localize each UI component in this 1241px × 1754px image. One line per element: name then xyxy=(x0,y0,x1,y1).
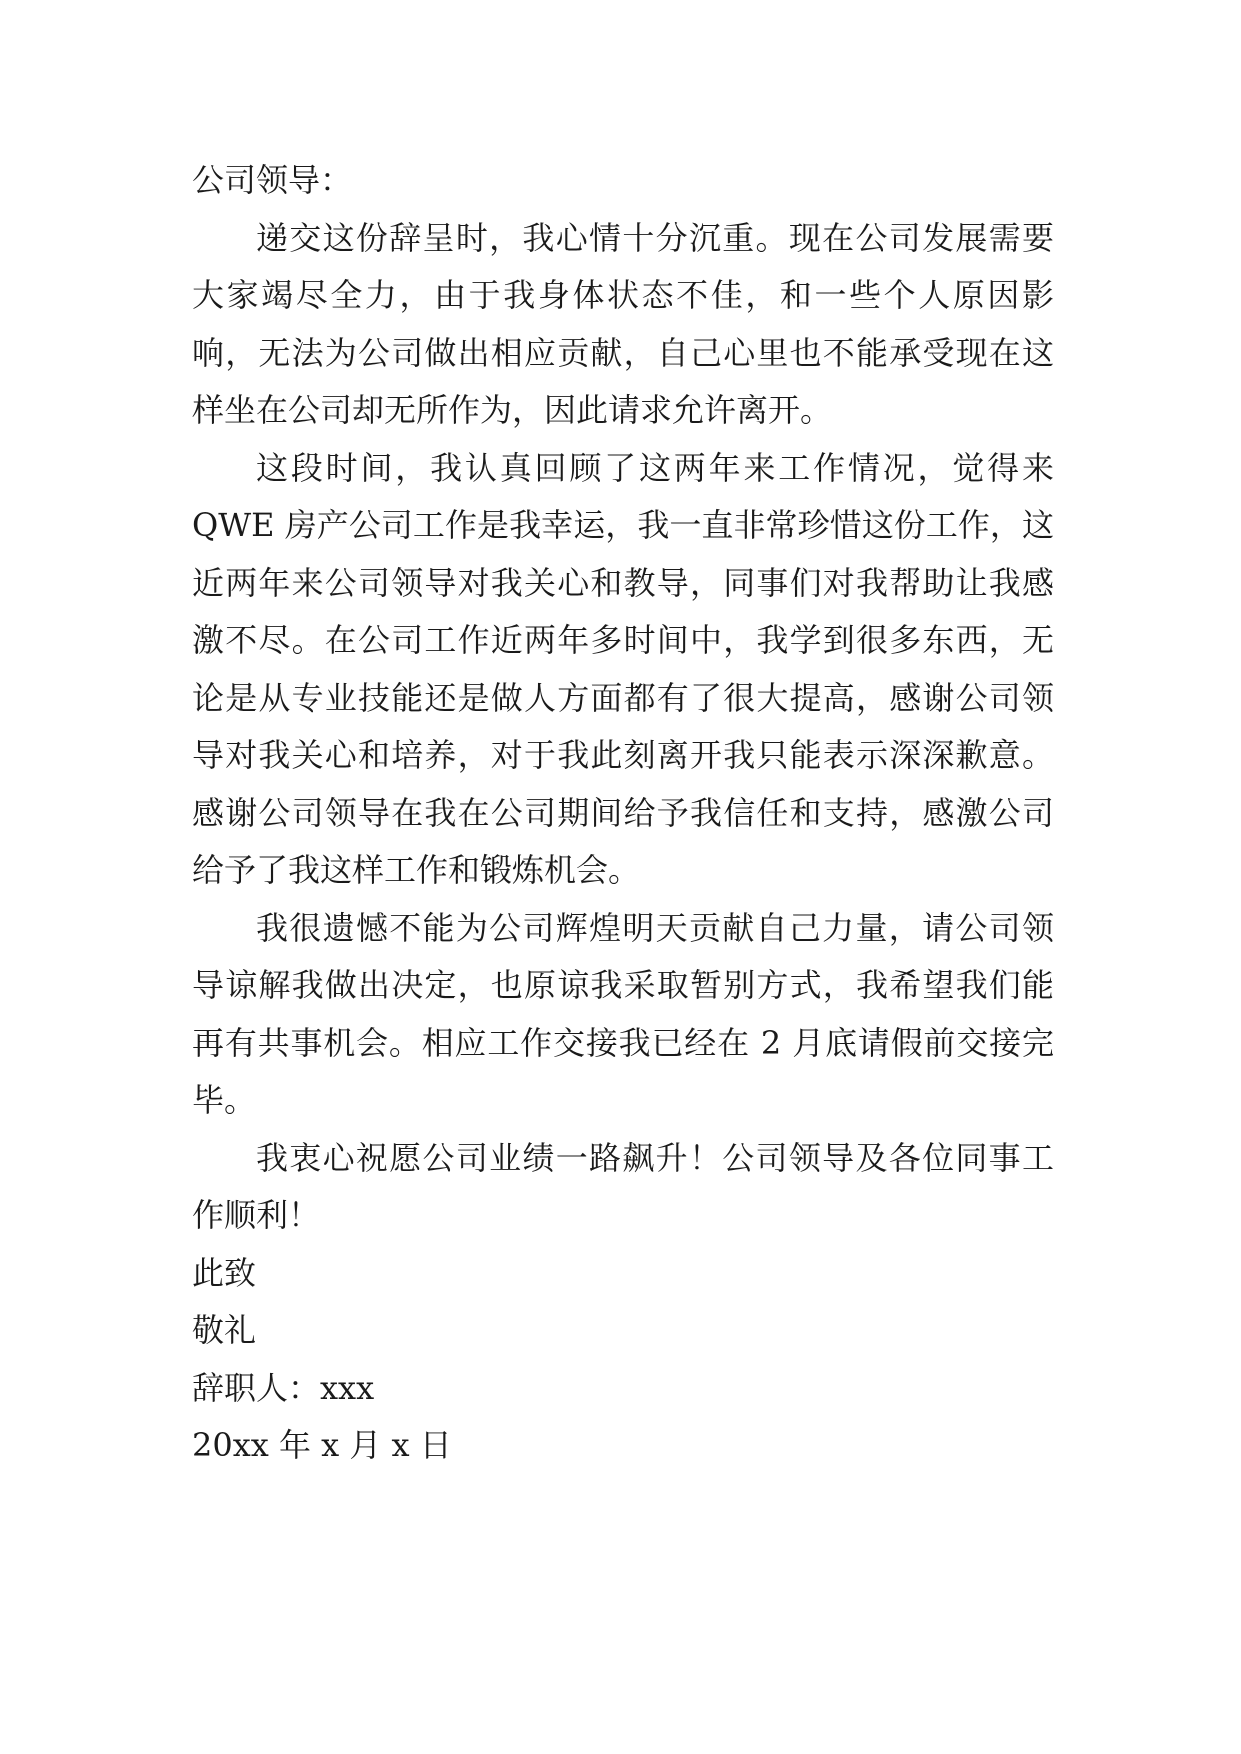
paragraph-2: 这段时间，我认真回顾了这两年来工作情况，觉得来 QWE 房产公司工作是我幸运，我一直非常珍惜这份工作，这近两年来公司领导对我关心和教导，同事们对我帮助让我感激不尽。在公司工作近两年多时间中，我学到很多东西，无论是从专业技能还是做人方面都有了很大提高，感谢公司领导对我关心和培养，对于我此刻离开我只能表示深深歉意。感谢公司领导在我在公司期间给予我信任和支持，感激公司给予了我这样工作和锻炼机会。 xyxy=(192,448,1054,889)
date: 20xx 年 x 月 x 日 xyxy=(192,1426,452,1464)
closing-ci-zhi: 此致 xyxy=(192,1253,257,1292)
paragraph-1: 递交这份辞呈时，我心情十分沉重。现在公司发展需要大家竭尽全力，由于我身体状态不佳，和一些个人原因影响，无法为公司做出相应贡献，自己心里也不能承受现在这样坐在公司却无所作为，因此请求允许离开。 xyxy=(192,218,1054,429)
letter-body xyxy=(192,152,1054,1475)
paragraph-4: 我衷心祝愿公司业绩一路飙升！公司领导及各位同事工作顺利！ xyxy=(192,1138,1054,1234)
signature: 辞职人：xxx xyxy=(192,1368,375,1407)
closing-jing-li: 敬礼 xyxy=(192,1311,257,1349)
salutation: 公司领导： xyxy=(192,161,353,199)
paragraph-3: 我很遗憾不能为公司辉煌明天贡献自己力量，请公司领导谅解我做出决定，也原谅我采取暂别方式，我希望我们能再有共事机会。相应工作交接我已经在 2 月底请假前交接完毕。 xyxy=(192,908,1054,1119)
